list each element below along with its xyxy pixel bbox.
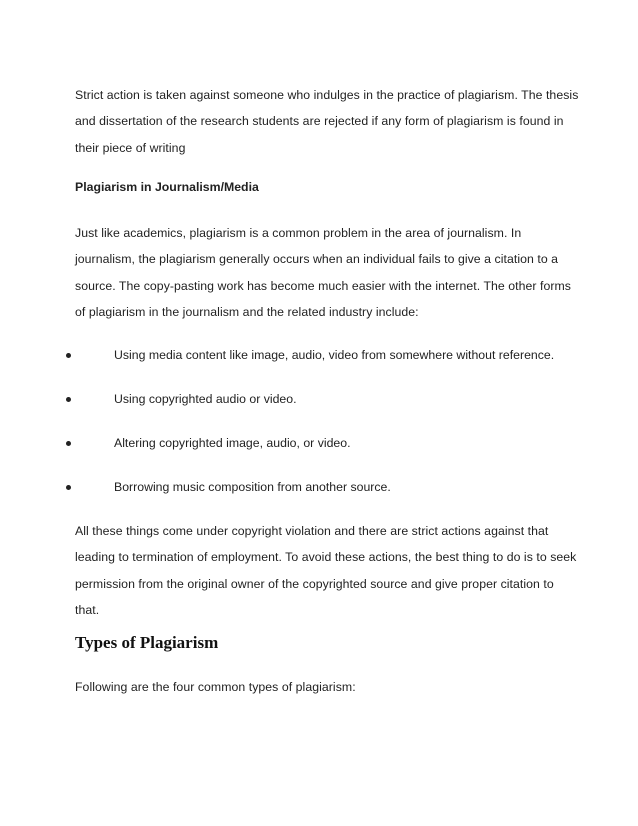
- paragraph-four-types-intro: [75, 674, 575, 700]
- text-line: permission from the original owner of the copyrighted source and give proper citation to: [75, 576, 554, 591]
- text-line: leading to termination of employment. To avoid these actions, the best thing to do is to seek: [75, 550, 577, 565]
- bullet-icon: [66, 353, 71, 358]
- text-line: source. The copy-pasting work has become much easier with the internet. The other forms: [75, 278, 572, 293]
- list-item: [0, 389, 600, 409]
- paragraph-journalism: [75, 220, 575, 325]
- list-item: [0, 433, 600, 453]
- paragraph-strict-action: [75, 82, 579, 161]
- text-line: Just like academics, plagiarism is a common problem in the area of journalism. In: [75, 226, 522, 240]
- text-line: and dissertation of the research students are rejected if any form of plagiarism is found in: [75, 114, 564, 129]
- text-line: that.: [75, 602, 100, 617]
- text-line: of plagiarism in the journalism and the related industry include:: [75, 304, 419, 319]
- list-item: [0, 345, 600, 365]
- list-item-text: Borrowing music composition from another source.: [114, 480, 391, 494]
- text-line: their piece of writing: [75, 140, 186, 155]
- list-item-text: Altering copyrighted image, audio, or video.: [114, 436, 351, 450]
- paragraph-copyright-violation: [75, 518, 575, 623]
- bullet-icon: [66, 441, 71, 446]
- list-item-text: Using media content like image, audio, video from somewhere without reference.: [114, 348, 555, 362]
- list-item: [0, 477, 600, 497]
- text-line: All these things come under copyright violation and there are strict actions against that: [75, 524, 549, 538]
- text-line: Following are the four common types of plagiarism:: [75, 680, 356, 694]
- bullet-icon: [66, 485, 71, 490]
- list-item-text: Using copyrighted audio or video.: [114, 392, 297, 406]
- text-line: Strict action is taken against someone who indulges in the practice of plagiarism. The thesis: [75, 88, 579, 102]
- heading-types-of-plagiarism: Types of Plagiarism: [75, 633, 219, 652]
- heading-journalism: Plagiarism in Journalism/Media: [75, 180, 259, 194]
- bullet-icon: [66, 397, 71, 402]
- text-line: journalism, the plagiarism generally occurs when an individual fails to give a citation to a: [75, 252, 559, 267]
